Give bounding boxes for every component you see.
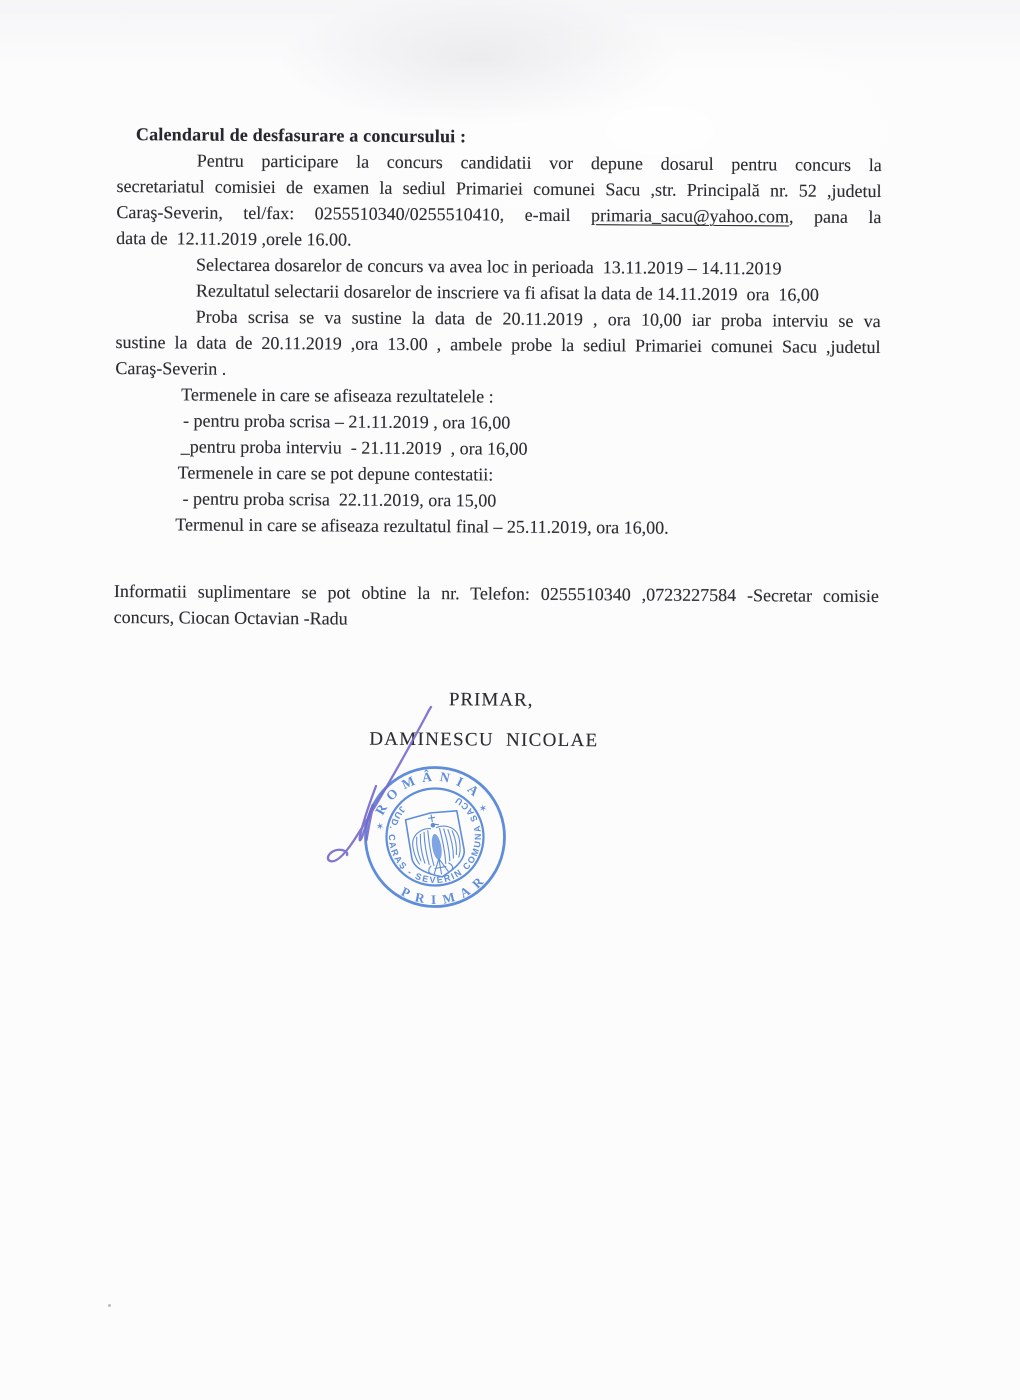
doc-line: Termenele in care se afiseaza rezultatelele : (181, 384, 494, 407)
doc-line: Selectarea dosarelor de concurs va avea loc in perioada 13.11.2019 – 14.11.2019 (195, 254, 782, 279)
doc-line: secretariatul comisiei de examen la sediul Primariei comunei Sacu ,str. Principală nr. 52 ,judetul (116, 175, 882, 202)
doc-line: - pentru proba scrisa – 21.11.2019 , ora 16,00 (182, 410, 511, 433)
stamp-bottom-text: PRIMAR (398, 870, 490, 908)
stamp-ring-text: JUD. CARAŞ - SEVERIN COMUNA SACU (386, 794, 484, 886)
signature-zigzag-stroke (360, 786, 376, 840)
handwritten-signature (300, 698, 460, 883)
contact-text: Caraş-Severin, tel/fax: 0255510340/0255510410, e-mail (116, 201, 592, 226)
stamp-country-text: ROMÂNIA (372, 768, 485, 818)
email-address: primaria_sacu@yahoo.com (590, 205, 790, 227)
doc-line: Caraş-Severin . (115, 357, 227, 379)
stamp-star-right-icon: ✶ (478, 803, 489, 816)
closing-name: DAMINESCU NICOLAE (369, 728, 599, 752)
closing-role: PRIMAR, (448, 689, 534, 711)
scan-speck-artifact (108, 1304, 111, 1307)
stamp-star-left-icon: ✶ (375, 821, 386, 834)
doc-line: concurs, Ciocan Octavian -Radu (113, 606, 348, 629)
doc-line: sustine la data de 20.11.2019 ,ora 13.00 , ambele probe la sediul Primariei comunei Sacu ,judetul (115, 331, 881, 358)
doc-line: Termenele in care se pot depune contestatii: (177, 462, 494, 485)
signature-main-stroke (328, 707, 431, 861)
doc-line: Informatii suplimentare se pot obtine la nr. Telefon: 0255510340 ,0723227584 -Secretar comisie (113, 580, 879, 607)
doc-line: _pentru proba interviu - 21.11.2019 , ora 16,00 (180, 436, 528, 459)
doc-line: Proba scrisa se va sustine la data de 20.11.2019 , ora 10,00 iar proba interviu se va (195, 306, 881, 332)
doc-line: Pentru participare la concurs candidatii vor depune dosarul pentru concurs la (196, 150, 882, 176)
doc-line: Rezultatul selectarii dosarelor de inscriere va fi afisat la data de 14.11.2019 ora 16,00 (195, 280, 820, 305)
doc-line: data de 12.11.2019 ,orele 16.00. (116, 227, 352, 250)
doc-line: Termenul in care se afiseaza rezultatul final – 25.11.2019, ora 16,00. (175, 514, 669, 538)
document-title: Calendarul de desfasurare a concursului : (135, 124, 467, 147)
contact-text: , pana la (788, 206, 882, 228)
doc-line: - pentru proba scrisa 22.11.2019, ora 15,00 (182, 488, 497, 511)
